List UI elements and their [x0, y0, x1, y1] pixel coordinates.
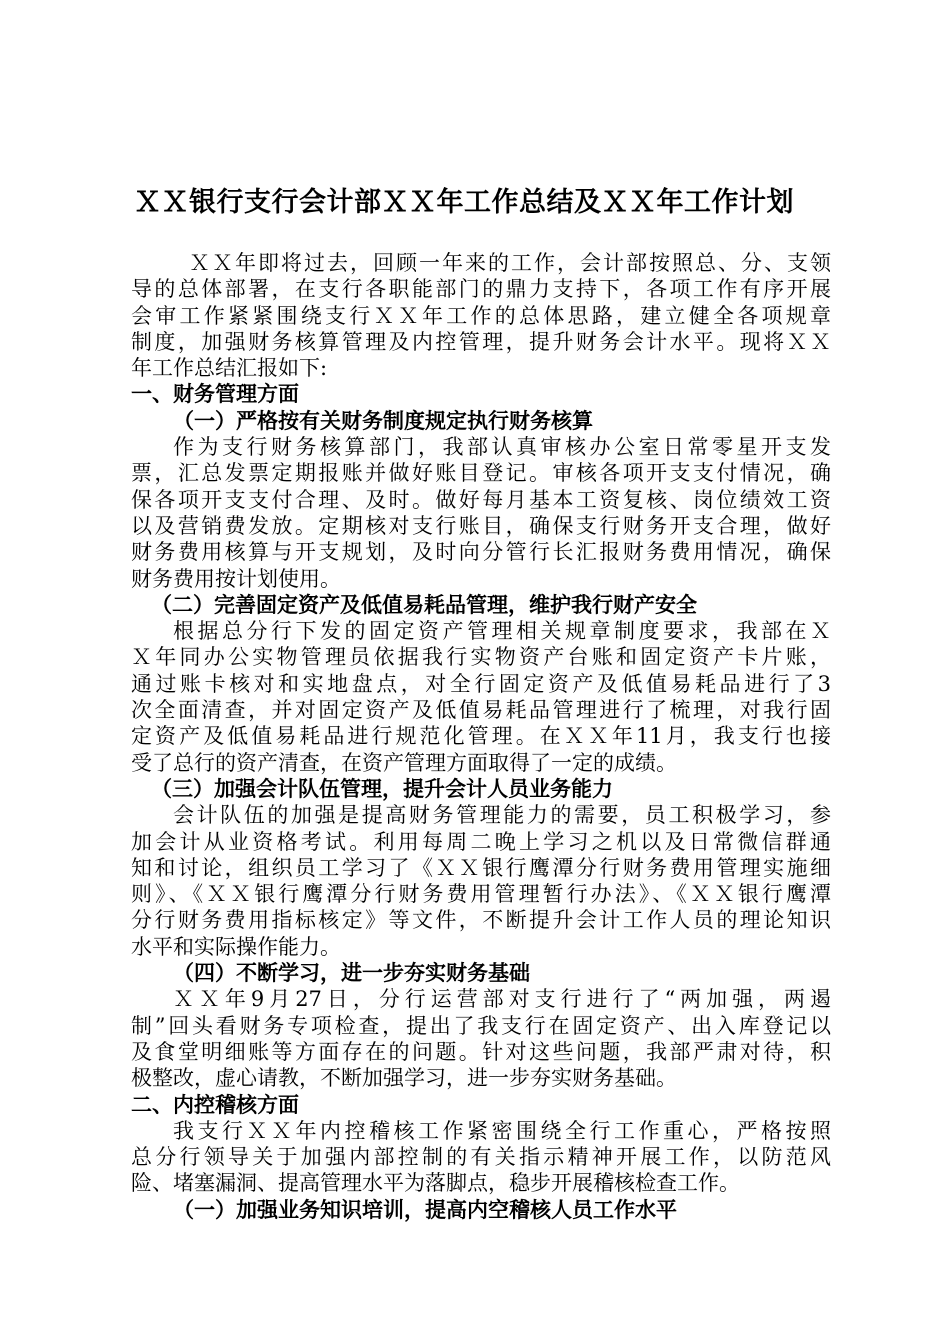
paragraph-line: 我支行ＸＸ年内控稽核工作紧密围绕全行工作重心，严格按照: [173, 1118, 831, 1143]
paragraph-line: 加会计从业资格考试。利用每周二晚上学习之机以及日常微信群通: [131, 829, 831, 854]
paragraph-line: 财务费用核算与开支规划，及时向分管行长汇报财务费用情况，确保: [131, 540, 831, 565]
paragraph-line: 会计队伍的加强是提高财务管理能力的需要，员工积极学习，参: [173, 803, 831, 828]
paragraph-line: 分行财务费用指标核定》等文件，不断提升会计工作人员的理论知识: [131, 908, 831, 933]
paragraph-line: 财务费用按计划使用。: [131, 566, 341, 591]
paragraph-line: 险、堵塞漏洞、提高管理水平为落脚点，稳步开展稽核检查工作。: [131, 1171, 740, 1196]
document-body: [131, 250, 831, 1223]
section-heading: 一、财务管理方面: [131, 381, 299, 407]
subsection-heading: （一）严格按有关财务制度规定执行财务核算: [173, 407, 593, 433]
paragraph-line: 受了总行的资产清查，在资产管理方面取得了一定的成绩。: [131, 750, 677, 775]
paragraph-line: 定资产及低值易耗品进行规范化管理。在ＸＸ年11月，我支行也接: [131, 724, 831, 749]
paragraph-line: 保各项开支支付合理、及时。做好每月基本工资复核、岗位绩效工资: [131, 487, 831, 512]
paragraph-line: 以及营销费发放。定期核对支行账目，确保支行财务开支合理，做好: [131, 513, 831, 538]
subsection-heading: （三）加强会计队伍管理，提升会计人员业务能力: [151, 775, 613, 801]
section-heading: 二、内控稽核方面: [131, 1091, 299, 1117]
paragraph-line: 极整改，虚心请教，不断加强学习，进一步夯实财务基础。: [131, 1066, 677, 1091]
paragraph-line: ＸＸ年9月27日，分行运营部对支行进行了“两加强，两遏: [173, 987, 831, 1012]
subsection-heading: （一）加强业务知识培训，提高内空稽核人员工作水平: [173, 1196, 677, 1222]
subsection-heading: （四）不断学习，进一步夯实财务基础: [173, 960, 530, 986]
document-title: ＸＸ银行支行会计部ＸＸ年工作总结及ＸＸ年工作计划: [134, 187, 794, 218]
paragraph-line: 水平和实际操作能力。: [131, 934, 341, 959]
intro-line: ＸＸ年即将过去，回顾一年来的工作，会计部按照总、分、支领: [189, 251, 831, 275]
paragraph-line: 根据总分行下发的固定资产管理相关规章制度要求，我部在Ｘ: [173, 619, 831, 644]
intro-line: 会审工作紧紧围绕支行ＸＸ年工作的总体思路，建立健全各项规章: [131, 303, 831, 328]
intro-line: 导的总体部署，在支行各职能部门的鼎力支持下，各项工作有序开展: [131, 277, 831, 302]
paragraph-line: 作为支行财务核算部门，我部认真审核办公室日常零星开支发: [173, 435, 831, 460]
paragraph-line: Ｘ年同办公实物管理员依据我行实物资产台账和固定资产卡片账，: [131, 645, 831, 670]
paragraph-line: 通过账卡核对和实地盘点，对全行固定资产及低值易耗品进行了3: [131, 671, 831, 696]
intro-line: 制度，加强财务核算管理及内控管理，提升财务会计水平。现将ＸＸ: [131, 329, 831, 354]
intro-line: 年工作总结汇报如下:: [131, 356, 328, 381]
paragraph-line: 及食堂明细账等方面存在的问题。针对这些问题，我部严肃对待，积: [131, 1039, 831, 1064]
subsection-heading: （二）完善固定资产及低值易耗品管理，维护我行财产安全: [151, 591, 697, 617]
paragraph-line: 票，汇总发票定期报账并做好账目登记。审核各项开支支付情况，确: [131, 461, 831, 486]
paragraph-line: 知和讨论，组织员工学习了《ＸＸ银行鹰潭分行财务费用管理实施细: [131, 855, 831, 880]
paragraph-line: 次全面清查，并对固定资产及低值易耗品管理进行了梳理，对我行固: [131, 698, 831, 723]
paragraph-line: 总分行领导关于加强内部控制的有关指示精神开展工作，以防范风: [131, 1145, 831, 1170]
paragraph-line: 则》、《ＸＸ银行鹰潭分行财务费用管理暂行办法》、《ＸＸ银行鹰潭: [131, 882, 831, 907]
paragraph-line: 制”回头看财务专项检查，提出了我支行在固定资产、出入库登记以: [131, 1013, 831, 1038]
